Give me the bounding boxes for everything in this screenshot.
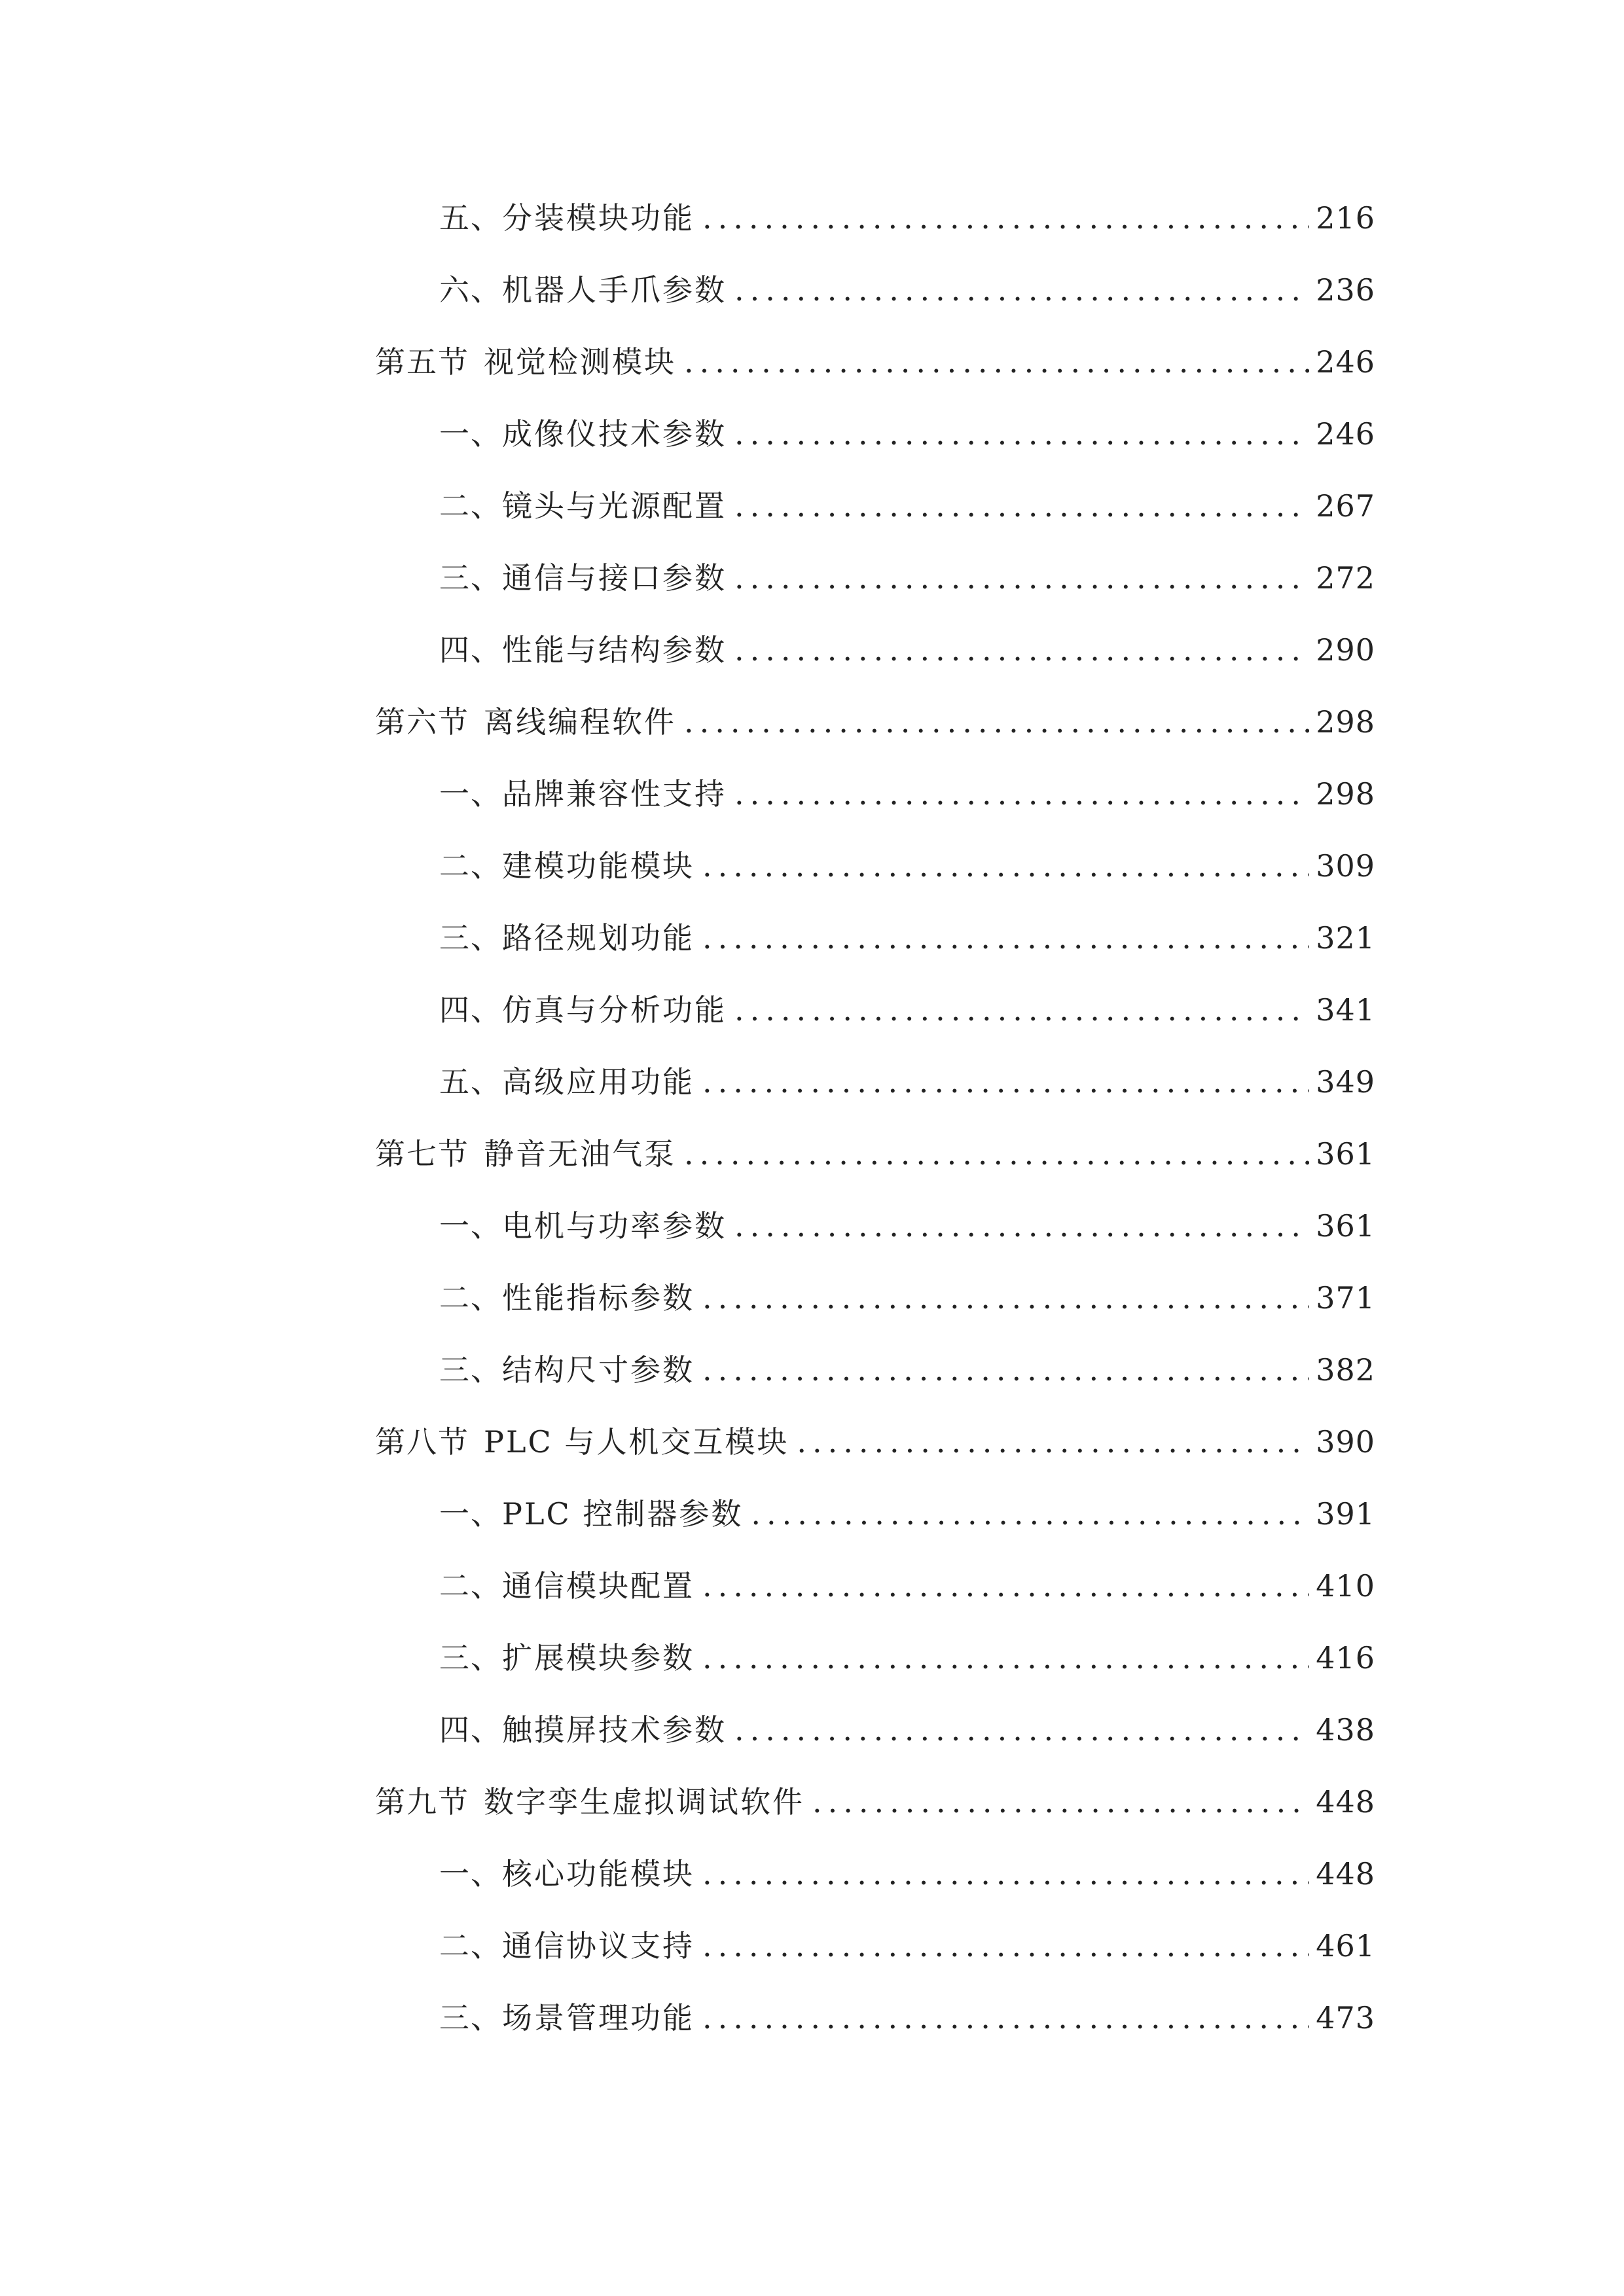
entry-number: 一、 bbox=[439, 1496, 502, 1532]
dot-leader bbox=[702, 1334, 1309, 1406]
entry-number: 五、 bbox=[439, 1064, 502, 1100]
entry-number: 六、 bbox=[439, 272, 502, 308]
entry-number: 一、 bbox=[439, 1856, 502, 1892]
section-title: 静音无油气泵 bbox=[484, 1136, 676, 1172]
toc-entry[interactable] bbox=[0, 542, 1624, 614]
dot-leader bbox=[702, 1622, 1309, 1694]
entry-number: 二、 bbox=[439, 1928, 502, 1964]
dot-leader bbox=[702, 1838, 1309, 1910]
entry-number: 一、 bbox=[439, 776, 502, 812]
toc-entry[interactable] bbox=[0, 902, 1624, 974]
entry-title: 电机与功率参数 bbox=[502, 1208, 727, 1244]
section-title: 视觉检测模块 bbox=[484, 344, 676, 380]
page-number: 448 bbox=[1316, 1784, 1375, 1820]
dot-leader bbox=[812, 1766, 1309, 1838]
entry-title: 通信与接口参数 bbox=[502, 560, 727, 596]
entry-number: 三、 bbox=[439, 560, 502, 596]
section-title: PLC 与人机交互模块 bbox=[484, 1424, 789, 1460]
toc-entry[interactable] bbox=[0, 254, 1624, 326]
toc-entry[interactable] bbox=[0, 1262, 1624, 1334]
entry-title: 场景管理功能 bbox=[502, 2000, 695, 2036]
entry-title: PLC 控制器参数 bbox=[502, 1496, 744, 1532]
dot-leader bbox=[702, 1550, 1309, 1622]
entry-number: 一、 bbox=[439, 416, 502, 452]
entry-title: 结构尺寸参数 bbox=[502, 1352, 695, 1388]
page-number: 416 bbox=[1316, 1640, 1375, 1676]
entry-title: 镜头与光源配置 bbox=[502, 488, 727, 524]
page-number: 461 bbox=[1316, 1928, 1375, 1964]
dot-leader bbox=[734, 542, 1309, 614]
page-number: 267 bbox=[1316, 488, 1375, 524]
toc-section-entry[interactable] bbox=[0, 1766, 1624, 1838]
dot-leader bbox=[702, 902, 1309, 974]
dot-leader bbox=[734, 470, 1309, 542]
toc-section-entry[interactable] bbox=[0, 1406, 1624, 1478]
page-number: 246 bbox=[1316, 416, 1375, 452]
toc-section-entry[interactable] bbox=[0, 1118, 1624, 1190]
entry-number: 二、 bbox=[439, 488, 502, 524]
page-number: 391 bbox=[1316, 1496, 1375, 1532]
entry-title: 路径规划功能 bbox=[502, 920, 695, 956]
entry-title: 仿真与分析功能 bbox=[502, 992, 727, 1028]
entry-title: 扩展模块参数 bbox=[502, 1640, 695, 1676]
toc-entry[interactable] bbox=[0, 398, 1624, 470]
dot-leader bbox=[684, 1118, 1309, 1190]
entry-title: 核心功能模块 bbox=[502, 1856, 695, 1892]
section-title: 数字孪生虚拟调试软件 bbox=[484, 1784, 804, 1820]
toc-entry[interactable] bbox=[0, 1046, 1624, 1118]
toc-entry[interactable] bbox=[0, 830, 1624, 902]
page-number: 298 bbox=[1316, 704, 1375, 740]
dot-leader bbox=[751, 1478, 1309, 1550]
dot-leader bbox=[734, 758, 1309, 830]
entry-number: 三、 bbox=[439, 1352, 502, 1388]
page-number: 290 bbox=[1316, 632, 1375, 668]
section-number: 第六节 bbox=[375, 704, 469, 740]
dot-leader bbox=[702, 1910, 1309, 1982]
toc-entry[interactable] bbox=[0, 1550, 1624, 1622]
toc-section-entry[interactable] bbox=[0, 326, 1624, 398]
toc-entry[interactable] bbox=[0, 1838, 1624, 1910]
entry-number: 五、 bbox=[439, 200, 502, 236]
section-number: 第七节 bbox=[375, 1136, 469, 1172]
toc-entry[interactable] bbox=[0, 974, 1624, 1046]
entry-number: 二、 bbox=[439, 1568, 502, 1604]
page-number: 382 bbox=[1316, 1352, 1375, 1388]
entry-number: 二、 bbox=[439, 848, 502, 884]
dot-leader bbox=[734, 1190, 1309, 1262]
entry-number: 二、 bbox=[439, 1280, 502, 1316]
entry-number: 三、 bbox=[439, 920, 502, 956]
section-number: 第五节 bbox=[375, 344, 469, 380]
toc-entry[interactable] bbox=[0, 614, 1624, 686]
toc-entry[interactable] bbox=[0, 1982, 1624, 2054]
entry-number: 四、 bbox=[439, 1712, 502, 1748]
toc-entry[interactable] bbox=[0, 1190, 1624, 1262]
dot-leader bbox=[734, 614, 1309, 686]
entry-title: 性能与结构参数 bbox=[502, 632, 727, 668]
dot-leader bbox=[734, 1694, 1309, 1766]
entry-title: 建模功能模块 bbox=[502, 848, 695, 884]
page-number: 390 bbox=[1316, 1424, 1375, 1460]
entry-title: 触摸屏技术参数 bbox=[502, 1712, 727, 1748]
toc-entry[interactable] bbox=[0, 470, 1624, 542]
page-number: 309 bbox=[1316, 848, 1375, 884]
entry-title: 高级应用功能 bbox=[502, 1064, 695, 1100]
dot-leader bbox=[702, 182, 1309, 254]
page-number: 410 bbox=[1316, 1568, 1375, 1604]
entry-title: 机器人手爪参数 bbox=[502, 272, 727, 308]
page-number: 298 bbox=[1316, 776, 1375, 812]
dot-leader bbox=[734, 398, 1309, 470]
dot-leader bbox=[797, 1406, 1309, 1478]
entry-title: 性能指标参数 bbox=[502, 1280, 695, 1316]
entry-title: 分装模块功能 bbox=[502, 200, 695, 236]
toc-entry[interactable] bbox=[0, 1622, 1624, 1694]
entry-number: 三、 bbox=[439, 1640, 502, 1676]
page-number: 341 bbox=[1316, 992, 1375, 1028]
dot-leader bbox=[734, 974, 1309, 1046]
entry-number: 四、 bbox=[439, 992, 502, 1028]
section-number: 第九节 bbox=[375, 1784, 469, 1820]
page-number: 473 bbox=[1316, 2000, 1375, 2036]
toc-entry[interactable] bbox=[0, 182, 1624, 254]
toc-section-entry[interactable] bbox=[0, 686, 1624, 758]
page-number: 216 bbox=[1316, 200, 1375, 236]
toc-entry[interactable] bbox=[0, 1334, 1624, 1406]
page-number: 361 bbox=[1316, 1208, 1375, 1244]
page-number: 272 bbox=[1316, 560, 1375, 596]
page-number: 448 bbox=[1316, 1856, 1375, 1892]
entry-title: 成像仪技术参数 bbox=[502, 416, 727, 452]
dot-leader bbox=[702, 1982, 1309, 2054]
dot-leader bbox=[702, 830, 1309, 902]
entry-title: 通信模块配置 bbox=[502, 1568, 695, 1604]
toc-entry[interactable] bbox=[0, 1478, 1624, 1550]
dot-leader bbox=[734, 254, 1309, 326]
page-number: 246 bbox=[1316, 344, 1375, 380]
entry-title: 通信协议支持 bbox=[502, 1928, 695, 1964]
entry-number: 三、 bbox=[439, 2000, 502, 2036]
page-number: 438 bbox=[1316, 1712, 1375, 1748]
toc-entry[interactable] bbox=[0, 1910, 1624, 1982]
toc-entry[interactable] bbox=[0, 1694, 1624, 1766]
page-number: 236 bbox=[1316, 272, 1375, 308]
page-number: 349 bbox=[1316, 1064, 1375, 1100]
page-number: 361 bbox=[1316, 1136, 1375, 1172]
section-title: 离线编程软件 bbox=[484, 704, 676, 740]
page-number: 371 bbox=[1316, 1280, 1375, 1316]
dot-leader bbox=[684, 686, 1309, 758]
toc-entry[interactable] bbox=[0, 758, 1624, 830]
dot-leader bbox=[702, 1262, 1309, 1334]
entry-number: 四、 bbox=[439, 632, 502, 668]
dot-leader bbox=[684, 326, 1309, 398]
entry-number: 一、 bbox=[439, 1208, 502, 1244]
entry-title: 品牌兼容性支持 bbox=[502, 776, 727, 812]
page-number: 321 bbox=[1316, 920, 1375, 956]
dot-leader bbox=[702, 1046, 1309, 1118]
section-number: 第八节 bbox=[375, 1424, 469, 1460]
